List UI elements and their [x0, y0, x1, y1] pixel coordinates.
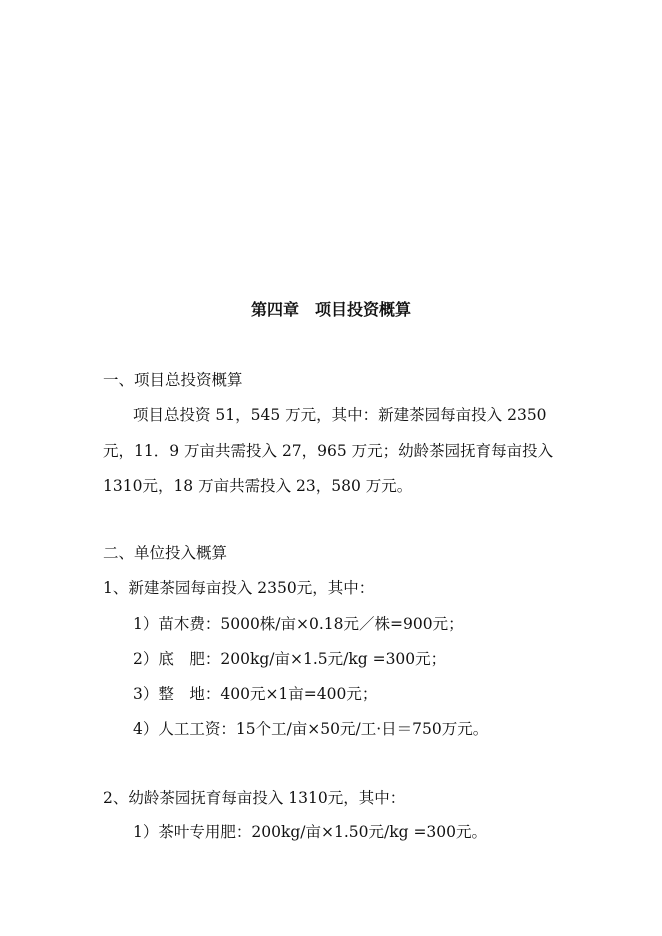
section-heading-unit-investment: 二、单位投入概算 [103, 544, 228, 562]
list-item: 2）底 肥：200kg/亩×1.5元/kg =300元； [133, 650, 447, 668]
paragraph-line: 元，11．9 万亩共需投入 27，965 万元；幼龄茶园抚育每亩投入 [103, 442, 554, 460]
chapter-title: 第四章 项目投资概算 [250, 300, 411, 319]
list-item: 4）人工工资：15个工/亩×50元/工·日＝750万元。 [133, 720, 489, 738]
subsection-title-young-garden: 2、幼龄茶园抚育每亩投入 1310元，其中： [103, 789, 406, 807]
paragraph-line: 1310元，18 万亩共需投入 23，580 万元。 [103, 477, 413, 495]
paragraph-line: 项目总投资 51，545 万元，其中：新建茶园每亩投入 2350 [133, 406, 547, 424]
list-item: 3）整 地：400元×1亩=400元； [133, 685, 378, 703]
list-item: 1）茶叶专用肥：200kg/亩×1.50元/kg =300元。 [133, 823, 488, 841]
list-item: 1）苗木费：5000株/亩×0.18元／株=900元； [133, 615, 464, 633]
section-heading-total-investment: 一、项目总投资概算 [103, 371, 243, 389]
subsection-title-new-garden: 1、新建茶园每亩投入 2350元，其中： [103, 579, 375, 597]
